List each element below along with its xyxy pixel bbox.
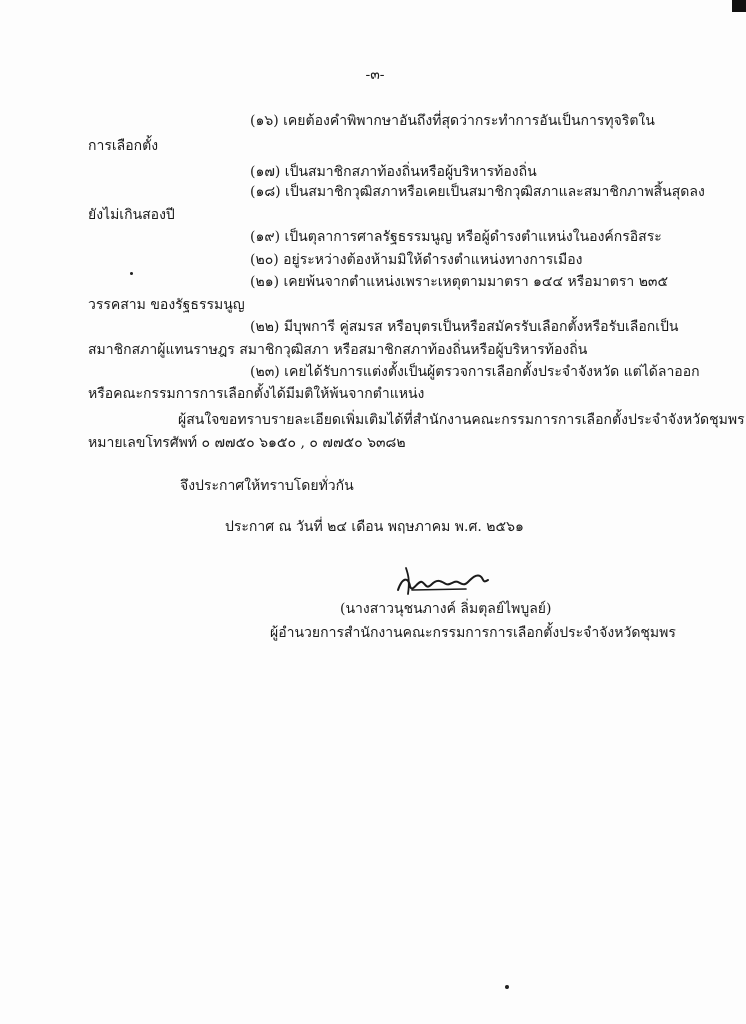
closing-statement: จึงประกาศให้ทราบโดยทั่วกัน <box>180 478 354 494</box>
item-20: (๒๐) อยู่ระหว่างต้องห้ามมิให้ดำรงตำแหน่งทางการเมือง <box>250 252 583 268</box>
item-18: (๑๘) เป็นสมาชิกวุฒิสภาหรือเคยเป็นสมาชิกวุฒิสภาและสมาชิกภาพสิ้นสุดลง <box>250 184 705 200</box>
item-18-continuation: ยังไม่เกินสองปี <box>88 207 175 223</box>
signer-name: (นางสาวนุชนภางค์ ลิ่มตุลย์ไพบูลย์) <box>340 601 552 617</box>
scan-speck <box>505 985 509 989</box>
handwritten-signature <box>392 560 502 600</box>
item-19: (๑๙) เป็นตุลาการศาลรัฐธรรมนูญ หรือผู้ดำรงตำแหน่งในองค์กรอิสระ <box>250 229 662 245</box>
page-number: -๓- <box>365 67 385 83</box>
scan-speck <box>130 272 133 275</box>
contact-paragraph: ผู้สนใจขอทราบรายละเอียดเพิ่มเติมได้ที่สำนักงานคณะกรรมการการเลือกตั้งประจำจังหวัดชุมพร <box>178 412 745 428</box>
scan-corner-mark <box>732 0 746 12</box>
item-21: (๒๑) เคยพ้นจากตำแหน่งเพราะเหตุตามมาตรา ๑๔๔ หรือมาตรา ๒๓๕ <box>250 274 669 290</box>
item-23: (๒๓) เคยได้รับการแต่งตั้งเป็นผู้ตรวจการเลือกตั้งประจำจังหวัด แต่ได้ลาออก <box>250 364 700 380</box>
signer-title: ผู้อำนวยการสำนักงานคณะกรรมการการเลือกตั้งประจำจังหวัดชุมพร <box>270 625 676 641</box>
item-16-continuation: การเลือกตั้ง <box>88 138 159 154</box>
item-16: (๑๖) เคยต้องคำพิพากษาอันถึงที่สุดว่ากระทำการอันเป็นการทุจริตใน <box>250 113 655 129</box>
contact-phone: หมายเลขโทรศัพท์ ๐ ๗๗๕๐ ๖๑๕๐ , ๐ ๗๗๕๐ ๖๓๘๒ <box>88 435 406 451</box>
item-21-continuation: วรรคสาม ของรัฐธรรมนูญ <box>88 297 245 313</box>
item-23-continuation: หรือคณะกรรมการการเลือกตั้งได้มีมติให้พ้นจากตำแหน่ง <box>88 386 425 402</box>
item-22: (๒๒) มีบุพการี คู่สมรส หรือบุตรเป็นหรือสมัครรับเลือกตั้งหรือรับเลือกเป็น <box>250 319 679 335</box>
item-22-continuation: สมาชิกสภาผู้แทนราษฎร สมาชิกวุฒิสภา หรือสมาชิกสภาท้องถิ่นหรือผู้บริหารท้องถิ่น <box>88 342 588 358</box>
item-17: (๑๗) เป็นสมาชิกสภาท้องถิ่นหรือผู้บริหารท้องถิ่น <box>250 164 537 180</box>
announcement-date: ประกาศ ณ วันที่ ๒๔ เดือน พฤษภาคม พ.ศ. ๒๕๖๑ <box>225 519 524 535</box>
